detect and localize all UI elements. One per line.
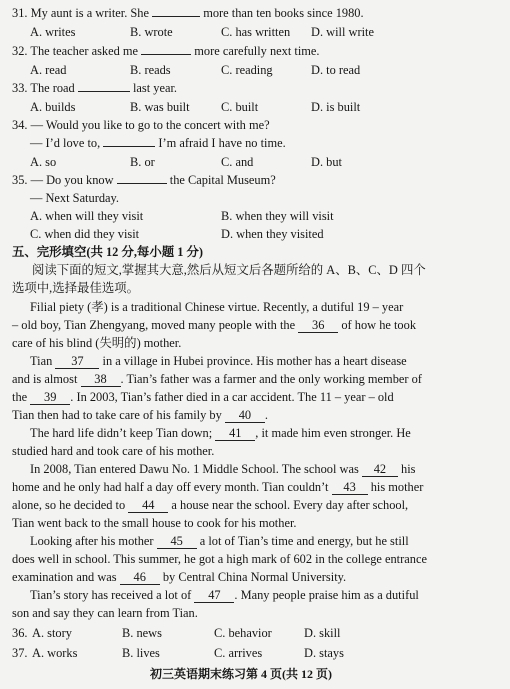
option[interactable]: A. read [30, 63, 67, 77]
option[interactable]: D. but [311, 155, 342, 169]
option[interactable]: D. skill [304, 626, 341, 640]
option[interactable]: B. reads [130, 63, 171, 77]
passage-line: and is almost 38 . Tian’s father was a farmer and the only working member of [12, 372, 422, 386]
passage-line: – old boy, Tian Zhengyang, moved many people with the 36 of how he took [12, 318, 417, 332]
option[interactable]: B. wrote [130, 25, 173, 39]
option[interactable]: A. writes [30, 25, 76, 39]
blank-41[interactable]: 41 [215, 427, 255, 441]
passage-line: studied hard and took care of his mother. [12, 444, 215, 458]
option[interactable]: A. when will they visit [30, 209, 144, 223]
passage-line: Tian 37 in a village in Hubei province. His mother has a heart disease [30, 354, 407, 368]
blank-39[interactable]: 39 [30, 391, 70, 405]
passage-line: son and say they can learn from Tian. [12, 606, 198, 620]
options-37: 37. A. works B. lives C. arrives D. stays [12, 646, 344, 660]
section-heading: 五、完形填空(共 12 分,每小题 1 分) [12, 245, 204, 259]
section-instructions: 阅读下面的短文,掌握其大意,然后从短文后各题所给的 A、B、C、D 四个 [32, 263, 426, 277]
option[interactable]: B. news [122, 626, 162, 640]
question-34-reply: — I’d love to, I’m afraid I have no time. [30, 136, 286, 150]
passage-line: Filial piety (孝) is a traditional Chinese virtue. Recently, a dutiful 19 – year [30, 300, 404, 314]
passage-line: examination and was 46 by Central China Normal University. [12, 570, 347, 584]
passage-line: Tian then had to take care of his family by 40 . [12, 408, 269, 422]
option[interactable]: A. story [32, 626, 72, 640]
option[interactable]: C. has written [221, 25, 291, 39]
option[interactable]: A. so [30, 155, 57, 169]
option[interactable]: D. will write [311, 25, 374, 39]
option[interactable]: B. when they will visit [221, 209, 334, 223]
option[interactable]: B. lives [122, 646, 160, 660]
blank-43[interactable]: 43 [332, 481, 368, 495]
blank-47[interactable]: 47 [194, 589, 234, 603]
option[interactable]: C. arrives [214, 646, 263, 660]
passage-line: In 2008, Tian entered Dawu No. 1 Middle School. The school was 42 his [30, 462, 416, 476]
passage-line: Tian’s story has received a lot of 47 . Many people praise him as a dutiful [30, 588, 419, 602]
blank-37[interactable]: 37 [55, 355, 99, 369]
option[interactable]: B. was built [130, 100, 190, 114]
passage-line: care of his blind (失明的) mother. [12, 336, 182, 350]
option[interactable]: C. behavior [214, 626, 272, 640]
answer-blank[interactable] [117, 183, 167, 184]
passage-line: the 39 . In 2003, Tian’s father died in a car accident. The 11 – year – old [12, 390, 394, 404]
answer-blank[interactable] [141, 54, 191, 55]
blank-44[interactable]: 44 [128, 499, 168, 513]
passage-line: Looking after his mother 45 a lot of Tian’s time and energy, but he still [30, 534, 409, 548]
option[interactable]: D. to read [311, 63, 361, 77]
option[interactable]: D. stays [304, 646, 344, 660]
blank-36[interactable]: 36 [298, 319, 338, 333]
option[interactable]: D. when they visited [221, 227, 324, 241]
question-31: 31. My aunt is a writer. She more than ten books since 1980. [12, 6, 364, 20]
question-33: 33. The road last year. [12, 81, 178, 95]
passage-line: home and he only had half a day off every month. Tian couldn’t 43 his mother [12, 480, 424, 494]
question-32: 32. The teacher asked me more carefully next time. [12, 44, 320, 58]
blank-42[interactable]: 42 [362, 463, 398, 477]
blank-45[interactable]: 45 [157, 535, 197, 549]
section-instructions: 选项中,选择最佳选项。 [12, 281, 140, 295]
option[interactable]: B. or [130, 155, 155, 169]
page-footer: 初三英语期末练习第 4 页(共 12 页) [150, 667, 332, 681]
answer-blank[interactable] [78, 91, 130, 92]
blank-40[interactable]: 40 [225, 409, 265, 423]
answer-blank[interactable] [103, 146, 155, 147]
option[interactable]: C. reading [221, 63, 273, 77]
option[interactable]: A. builds [30, 100, 76, 114]
blank-46[interactable]: 46 [120, 571, 160, 585]
blank-38[interactable]: 38 [81, 373, 121, 387]
question-35-reply: — Next Saturday. [30, 191, 120, 205]
option[interactable]: C. and [221, 155, 254, 169]
option[interactable]: D. is built [311, 100, 361, 114]
options-36: 36. A. story B. news C. behavior D. skill [12, 626, 341, 640]
passage-line: alone, so he decided to 44 a house near the school. Every day after school, [12, 498, 409, 512]
option[interactable]: C. built [221, 100, 259, 114]
passage-line: does well in school. This summer, he got a high mark of 602 in the college entrance [12, 552, 427, 566]
passage-line: Tian went back to the small house to cook for his mother. [12, 516, 297, 530]
question-34: 34. — Would you like to go to the concert with me? [12, 118, 270, 132]
option[interactable]: C. when did they visit [30, 227, 140, 241]
answer-blank[interactable] [152, 16, 200, 17]
option[interactable]: A. works [32, 646, 78, 660]
question-35: 35. — Do you know the Capital Museum? [12, 173, 276, 187]
passage-line: The hard life didn’t keep Tian down; 41 , it made him even stronger. He [30, 426, 411, 440]
